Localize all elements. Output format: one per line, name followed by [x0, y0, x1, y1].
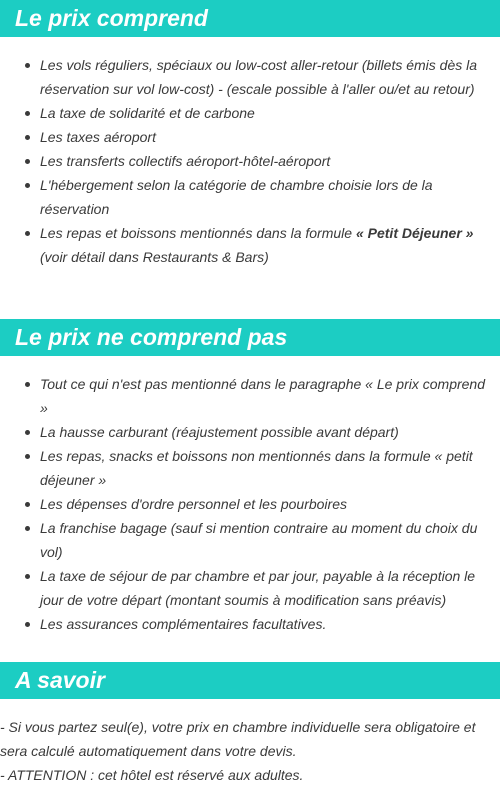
list-item	[0, 149, 500, 173]
included-list	[0, 53, 500, 269]
item-text: Les assurances complémentaires facultatives.	[40, 616, 327, 632]
item-text: La taxe de séjour de par chambre et par jour, payable à la réception le jour de votre départ (montant soumis à modification sans préavis)	[40, 568, 476, 608]
section-title-excluded: Le prix ne comprend pas	[15, 324, 288, 350]
bullet-icon	[25, 454, 30, 459]
item-text: La hausse carburant (réajustement possible avant départ)	[40, 424, 399, 440]
savoir-line-adults: - ATTENTION : cet hôtel est réservé aux adultes.	[0, 767, 304, 783]
item-text: L'hébergement selon la catégorie de chambre choisie lors de la réservation	[40, 177, 433, 217]
section-header-included	[0, 0, 500, 37]
list-item	[0, 125, 500, 149]
bullet-icon	[25, 574, 30, 579]
bullet-icon	[25, 159, 30, 164]
section-title-savoir: A savoir	[15, 667, 105, 693]
item-text-before: Les repas et boissons mentionnés dans la formule	[40, 225, 356, 241]
list-item	[0, 221, 500, 269]
bullet-icon	[25, 526, 30, 531]
list-item	[0, 53, 500, 101]
item-text: Tout ce qui n'est pas mentionné dans le paragraphe « Le prix comprend »	[40, 376, 485, 416]
item-text: Les dépenses d'ordre personnel et les pourboires	[40, 496, 347, 512]
item-text: Les taxes aéroport	[40, 129, 156, 145]
bullet-icon	[25, 183, 30, 188]
item-text: Les repas, snacks et boissons non mentionnés dans la formule « petit déjeuner »	[40, 448, 473, 488]
list-item	[0, 612, 500, 636]
list-item	[0, 492, 500, 516]
list-item	[0, 173, 500, 221]
item-text-after: (voir détail dans Restaurants & Bars)	[40, 249, 269, 265]
bullet-icon	[25, 382, 30, 387]
bullet-icon	[25, 135, 30, 140]
list-item	[0, 564, 500, 612]
list-item	[0, 372, 500, 420]
bullet-icon	[25, 231, 30, 236]
section-title-included: Le prix comprend	[15, 5, 208, 31]
list-item	[0, 420, 500, 444]
item-text: Les transferts collectifs aéroport-hôtel-aéroport	[40, 153, 331, 169]
list-item	[0, 444, 500, 492]
item-text-bold: « Petit Déjeuner »	[355, 225, 474, 241]
bullet-icon	[25, 430, 30, 435]
section-header-savoir	[0, 662, 500, 699]
bullet-icon	[25, 622, 30, 627]
list-item	[0, 101, 500, 125]
bullet-icon	[25, 63, 30, 68]
section-header-excluded	[0, 319, 500, 356]
item-text: La franchise bagage (sauf si mention contraire au moment du choix du vol)	[40, 520, 478, 560]
item-text: La taxe de solidarité et de carbone	[40, 105, 255, 121]
savoir-content	[0, 715, 500, 787]
item-text: Les vols réguliers, spéciaux ou low-cost aller-retour (billets émis dès la réservation sur vol low-cost) - (escale possible à l'aller ou/et au retour)	[40, 57, 478, 97]
excluded-list	[0, 372, 500, 636]
savoir-line-solo: - Si vous partez seul(e), votre prix en chambre individuelle sera obligatoire et sera calculé automatiquement dans votre devis.	[0, 719, 476, 759]
bullet-icon	[25, 502, 30, 507]
list-item	[0, 516, 500, 564]
bullet-icon	[25, 111, 30, 116]
